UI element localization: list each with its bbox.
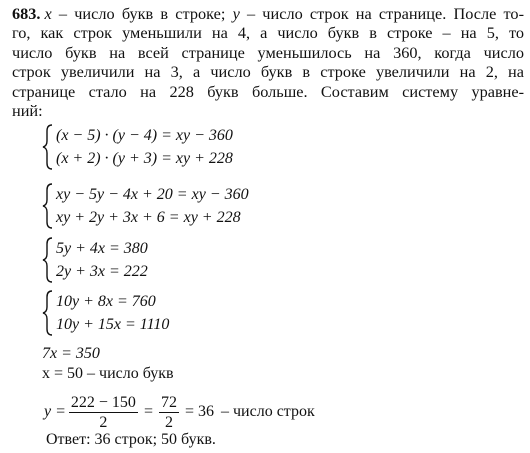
statement-line-5: странице стало на 228 букв больше. Составим систему уравне-	[12, 81, 524, 101]
y-description: – число строк	[221, 403, 315, 420]
brace-icon	[42, 290, 54, 336]
fraction-1-denominator: 2	[99, 413, 108, 431]
fraction-1	[69, 394, 138, 431]
answer-line: Ответ: 36 строк; 50 букв.	[46, 431, 216, 448]
statement-line-4: строк увеличили на 3, а число букв в строке увеличили на 2, на	[12, 62, 524, 82]
statement-line-6: ний:	[12, 101, 43, 121]
system-2-equation-2: xy + 2y + 3x + 6 = xy + 228	[56, 209, 241, 226]
equation-system-4	[42, 290, 242, 336]
fraction-2	[159, 394, 179, 431]
statement-line-2: го, как строк уменьшили на 4, а число букв в строке – на 5, то	[12, 23, 524, 43]
system-4-equation-2: 10y + 15x = 1110	[56, 316, 170, 333]
problem-statement	[12, 4, 524, 120]
system-3-equation-1: 5y + 4x = 380	[56, 240, 148, 257]
y-computation	[44, 392, 315, 432]
problem-number: 683.	[12, 4, 41, 23]
equation-system-3	[42, 237, 242, 283]
equation-system-1	[42, 124, 302, 170]
fraction-2-numerator: 72	[160, 393, 177, 411]
y-lhs: y =	[44, 403, 66, 420]
equals-sign: =	[143, 403, 153, 420]
system-2-equation-1: xy − 5y − 4x + 20 = xy − 360	[56, 186, 249, 203]
statement-line-3: число букв на всей странице уменьшилось на 360, когда число	[12, 42, 524, 62]
system-1-equation-1: (x − 5) · (y − 4) = xy − 360	[56, 127, 233, 144]
brace-icon	[42, 183, 54, 229]
equation-system-2	[42, 183, 302, 229]
fraction-1-numerator: 222 − 150	[70, 393, 136, 411]
system-1-equation-2: (x + 2) · (y + 3) = xy + 228	[56, 150, 233, 167]
system-3-equation-2: 2y + 3x = 222	[56, 263, 148, 280]
statement-line-1: 683. x – число букв в строке; y – число строк на странице. После то-	[12, 4, 524, 23]
step-x-value: x = 50 – число букв	[42, 365, 174, 382]
y-result: = 36	[184, 403, 214, 420]
brace-icon	[42, 124, 54, 170]
system-4-equation-1: 10y + 8x = 760	[56, 293, 156, 310]
brace-icon	[42, 237, 54, 283]
fraction-2-denominator: 2	[164, 413, 173, 431]
step-equation-7x: 7x = 350	[42, 345, 100, 362]
